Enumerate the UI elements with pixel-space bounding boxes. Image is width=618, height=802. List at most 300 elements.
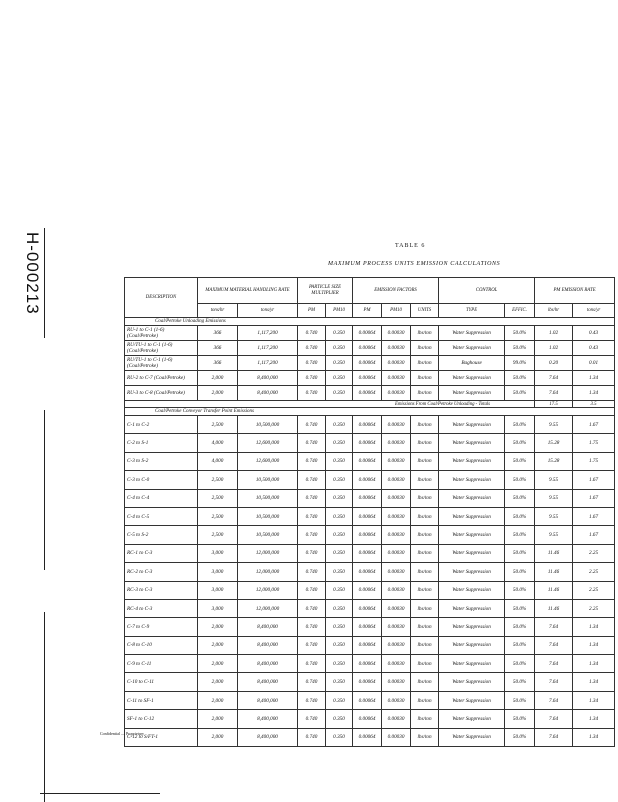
cell-f2: 0.00030 <box>382 471 411 489</box>
document-id: H-000213 <box>23 232 42 315</box>
cell-th: 3,000 <box>198 544 238 562</box>
cell-u: lbs/ton <box>411 416 439 434</box>
cell-eff: 50.0% <box>505 526 535 544</box>
cell-ty: 8,400,000 <box>238 655 298 673</box>
cell-tons: 1.34 <box>573 710 615 728</box>
cell-ty: 12,000,000 <box>238 599 298 617</box>
cell-f1: 0.00064 <box>353 386 382 401</box>
cell-th: 3,000 <box>198 599 238 617</box>
cell-f2: 0.00030 <box>382 655 411 673</box>
table-row <box>125 655 615 673</box>
cell-desc: RC-2 to C-3 <box>125 563 198 581</box>
cell-type: Water Suppression <box>439 416 505 434</box>
cell-type: Water Suppression <box>439 326 505 341</box>
table-row <box>125 710 615 728</box>
cell-u: lbs/ton <box>411 471 439 489</box>
cell-eff: 50.0% <box>505 489 535 507</box>
cell-th: 2,000 <box>198 691 238 709</box>
cell-u: lbs/ton <box>411 434 439 452</box>
cell-th: 2,000 <box>198 673 238 691</box>
cell-eff: 50.0% <box>505 507 535 525</box>
table-row <box>125 507 615 525</box>
cell-f1: 0.00064 <box>353 710 382 728</box>
cell-pm10: 0.350 <box>326 599 353 617</box>
cell-pm: 0.740 <box>298 673 326 691</box>
cell-pm10: 0.350 <box>326 416 353 434</box>
cell-desc: C-9 to C-11 <box>125 655 198 673</box>
cell-desc: C-10 to C-11 <box>125 673 198 691</box>
header-factor-pm10: PM10 <box>382 304 411 318</box>
cell-u: lbs/ton <box>411 544 439 562</box>
cell-u: lbs/ton <box>411 710 439 728</box>
cell-desc: RC-3 to C-3 <box>125 581 198 599</box>
cell-pm10: 0.350 <box>326 326 353 341</box>
table-row <box>125 371 615 386</box>
cell-lbs: 11.46 <box>535 544 573 562</box>
cell-eff: 50.0% <box>505 452 535 470</box>
header-pm-rate: PM EMISSION RATE <box>535 278 615 304</box>
table-title: TABLE 6 <box>395 243 426 249</box>
cell-f1: 0.00064 <box>353 728 382 746</box>
cell-ty: 8,400,000 <box>238 691 298 709</box>
cell-pm10: 0.350 <box>326 356 353 371</box>
cell-f1: 0.00064 <box>353 326 382 341</box>
cell-tons: 2.25 <box>573 599 615 617</box>
cell-pm: 0.740 <box>298 563 326 581</box>
cell-pm10: 0.350 <box>326 673 353 691</box>
cell-f2: 0.00030 <box>382 544 411 562</box>
cell-th: 2,000 <box>198 371 238 386</box>
cell-f2: 0.00030 <box>382 691 411 709</box>
cell-ty: 10,500,000 <box>238 471 298 489</box>
cell-type: Water Suppression <box>439 386 505 401</box>
cell-th: 366 <box>198 341 238 356</box>
cell-tons: 2.25 <box>573 563 615 581</box>
table-row <box>125 636 615 654</box>
cell-lbs: 11.46 <box>535 563 573 581</box>
cell-tons: 0.43 <box>573 326 615 341</box>
cell-th: 2,500 <box>198 526 238 544</box>
cell-pm10: 0.350 <box>326 386 353 401</box>
cell-u: lbs/ton <box>411 618 439 636</box>
left-margin-rule <box>44 410 45 570</box>
cell-eff: 50.0% <box>505 581 535 599</box>
cell-th: 2,500 <box>198 471 238 489</box>
cell-f2: 0.00030 <box>382 618 411 636</box>
cell-f1: 0.00064 <box>353 526 382 544</box>
cell-type: Water Suppression <box>439 691 505 709</box>
section-label: Coal/Petroke Unloading Emissions <box>125 318 615 326</box>
header-factor-pm: PM <box>353 304 382 318</box>
cell-th: 2,500 <box>198 416 238 434</box>
cell-u: lbs/ton <box>411 655 439 673</box>
table-row <box>125 544 615 562</box>
cell-u: lbs/ton <box>411 728 439 746</box>
cell-lbs: 7.64 <box>535 655 573 673</box>
cell-desc: C-5 to S-2 <box>125 526 198 544</box>
table-row <box>125 434 615 452</box>
cell-lbs: 1.02 <box>535 326 573 341</box>
cell-tons: 0.43 <box>573 341 615 356</box>
cell-type: Water Suppression <box>439 618 505 636</box>
subtotal-row <box>125 401 615 408</box>
cell-pm10: 0.350 <box>326 507 353 525</box>
cell-pm: 0.740 <box>298 599 326 617</box>
cell-pm: 0.740 <box>298 489 326 507</box>
cell-tons: 1.67 <box>573 416 615 434</box>
cell-type: Water Suppression <box>439 673 505 691</box>
cell-eff: 50.0% <box>505 471 535 489</box>
cell-tons: 1.34 <box>573 636 615 654</box>
cell-eff: 50.0% <box>505 673 535 691</box>
cell-ty: 12,600,000 <box>238 452 298 470</box>
cell-pm: 0.740 <box>298 618 326 636</box>
cell-type: Water Suppression <box>439 544 505 562</box>
cell-type: Water Suppression <box>439 728 505 746</box>
cell-eff: 50.0% <box>505 563 535 581</box>
cell-f1: 0.00064 <box>353 581 382 599</box>
cell-f1: 0.00064 <box>353 544 382 562</box>
cell-f2: 0.00030 <box>382 599 411 617</box>
table-row <box>125 618 615 636</box>
cell-lbs: 7.64 <box>535 618 573 636</box>
cell-f2: 0.00030 <box>382 386 411 401</box>
cell-f2: 0.00030 <box>382 728 411 746</box>
cell-u: lbs/ton <box>411 507 439 525</box>
header-pm10: PM10 <box>326 304 353 318</box>
table-row <box>125 563 615 581</box>
table-row <box>125 599 615 617</box>
cell-f1: 0.00064 <box>353 599 382 617</box>
cell-pm: 0.740 <box>298 452 326 470</box>
cell-desc: C-12 to S/FT-1 <box>125 728 198 746</box>
cell-desc: C-3 to S-2 <box>125 452 198 470</box>
cell-ty: 12,000,000 <box>238 581 298 599</box>
cell-tons: 1.34 <box>573 691 615 709</box>
cell-desc: RU-3 to C-8 (Coal/Petroke) <box>125 386 198 401</box>
cell-pm10: 0.350 <box>326 434 353 452</box>
cell-f1: 0.00064 <box>353 673 382 691</box>
cell-pm10: 0.350 <box>326 728 353 746</box>
cell-u: lbs/ton <box>411 452 439 470</box>
section-label: Coal/Petroke Conveyor Transfer Point Emissions <box>125 408 615 416</box>
cell-th: 2,000 <box>198 636 238 654</box>
cell-u: lbs/ton <box>411 673 439 691</box>
cell-f2: 0.00030 <box>382 341 411 356</box>
cell-type: Water Suppression <box>439 581 505 599</box>
table-row <box>125 489 615 507</box>
cell-type: Water Suppression <box>439 452 505 470</box>
cell-u: lbs/ton <box>411 489 439 507</box>
cell-lbs: 9.55 <box>535 507 573 525</box>
cell-pm10: 0.350 <box>326 710 353 728</box>
cell-f1: 0.00064 <box>353 341 382 356</box>
cell-pm: 0.740 <box>298 636 326 654</box>
cell-ty: 10,500,000 <box>238 416 298 434</box>
footnote: Confidential — Proprietary <box>100 731 144 736</box>
cell-pm: 0.740 <box>298 386 326 401</box>
cell-f2: 0.00030 <box>382 356 411 371</box>
header-tons-yr: tons/yr <box>238 304 298 318</box>
cell-pm10: 0.350 <box>326 691 353 709</box>
cell-pm: 0.740 <box>298 526 326 544</box>
cell-u: lbs/ton <box>411 356 439 371</box>
cell-eff: 50.0% <box>505 710 535 728</box>
cell-pm10: 0.350 <box>326 489 353 507</box>
cell-ty: 10,500,000 <box>238 489 298 507</box>
cell-lbs: 0.20 <box>535 356 573 371</box>
cell-th: 3,000 <box>198 563 238 581</box>
cell-f1: 0.00064 <box>353 489 382 507</box>
header-emission-factors: EMISSION FACTORS <box>353 278 439 304</box>
cell-type: Water Suppression <box>439 507 505 525</box>
cell-ty: 1,117,200 <box>238 356 298 371</box>
cell-tons: 1.67 <box>573 489 615 507</box>
header-effic: EFFIC. <box>505 304 535 318</box>
cell-pm10: 0.350 <box>326 526 353 544</box>
cell-f2: 0.00030 <box>382 636 411 654</box>
cell-lbs: 7.64 <box>535 691 573 709</box>
cell-f2: 0.00030 <box>382 416 411 434</box>
cell-lbs: 9.55 <box>535 526 573 544</box>
left-margin-rule <box>44 228 45 338</box>
cell-pm10: 0.350 <box>326 371 353 386</box>
cell-type: Water Suppression <box>439 655 505 673</box>
cell-f1: 0.00064 <box>353 356 382 371</box>
cell-ty: 10,500,000 <box>238 526 298 544</box>
cell-lbs: 7.64 <box>535 728 573 746</box>
cell-u: lbs/ton <box>411 636 439 654</box>
cell-eff: 50.0% <box>505 728 535 746</box>
cell-lbs: 7.64 <box>535 371 573 386</box>
header-units: UNITS <box>411 304 439 318</box>
cell-f2: 0.00030 <box>382 581 411 599</box>
table-row <box>125 386 615 401</box>
cell-pm: 0.740 <box>298 581 326 599</box>
cell-eff: 50.0% <box>505 636 535 654</box>
cell-eff: 50.0% <box>505 691 535 709</box>
cell-tons: 1.34 <box>573 371 615 386</box>
cell-lbs: 7.64 <box>535 636 573 654</box>
cell-lbs: 9.55 <box>535 489 573 507</box>
cell-type: Water Suppression <box>439 341 505 356</box>
header-lbs-hr: lbs/hr <box>535 304 573 318</box>
cell-u: lbs/ton <box>411 691 439 709</box>
cell-pm: 0.740 <box>298 710 326 728</box>
cell-eff: 99.0% <box>505 356 535 371</box>
cell-desc: C-1 to C-2 <box>125 416 198 434</box>
cell-eff: 50.0% <box>505 386 535 401</box>
cell-f2: 0.00030 <box>382 371 411 386</box>
cell-lbs: 9.55 <box>535 416 573 434</box>
cell-ty: 12,000,000 <box>238 544 298 562</box>
cell-lbs: 7.64 <box>535 710 573 728</box>
cell-f1: 0.00064 <box>353 416 382 434</box>
cell-pm: 0.740 <box>298 356 326 371</box>
cell-lbs: 1.02 <box>535 341 573 356</box>
cell-tons: 1.34 <box>573 618 615 636</box>
cell-ty: 8,400,000 <box>238 386 298 401</box>
cell-type: Water Suppression <box>439 526 505 544</box>
cell-desc: C-8 to C-10 <box>125 636 198 654</box>
header-tons-hr: tons/hr <box>198 304 238 318</box>
cell-f1: 0.00064 <box>353 655 382 673</box>
cell-th: 2,000 <box>198 655 238 673</box>
table-row <box>125 581 615 599</box>
cell-pm: 0.740 <box>298 371 326 386</box>
cell-f1: 0.00064 <box>353 452 382 470</box>
cell-th: 2,000 <box>198 618 238 636</box>
cell-ty: 12,600,000 <box>238 434 298 452</box>
cell-desc: C-4 to C-4 <box>125 489 198 507</box>
header-control: CONTROL <box>439 278 535 304</box>
cell-ty: 1,117,200 <box>238 341 298 356</box>
table-row <box>125 728 615 746</box>
cell-lbs: 15.28 <box>535 452 573 470</box>
cell-f2: 0.00030 <box>382 326 411 341</box>
cell-f2: 0.00030 <box>382 452 411 470</box>
cell-ty: 8,400,000 <box>238 636 298 654</box>
table-row <box>125 326 615 341</box>
cell-desc: RU/TU-1 to C-1 (1-6) (Coal/Petroke) <box>125 341 198 356</box>
cell-desc: SF-1 to C-12 <box>125 710 198 728</box>
cell-f1: 0.00064 <box>353 371 382 386</box>
cell-pm: 0.740 <box>298 416 326 434</box>
left-margin-rule <box>44 612 45 802</box>
cell-pm10: 0.350 <box>326 581 353 599</box>
cell-th: 3,000 <box>198 581 238 599</box>
table-subtitle: MAXIMUM PROCESS UNITS EMISSION CALCULATIONS <box>328 261 501 267</box>
cell-th: 4,000 <box>198 434 238 452</box>
table-row <box>125 416 615 434</box>
cell-f2: 0.00030 <box>382 563 411 581</box>
cell-eff: 50.0% <box>505 371 535 386</box>
cell-ty: 10,500,000 <box>238 507 298 525</box>
table-row <box>125 452 615 470</box>
cell-type: Water Suppression <box>439 434 505 452</box>
cell-desc: RU-2 to C-7 (Coal/Petroke) <box>125 371 198 386</box>
cell-desc: C-4 to C-5 <box>125 507 198 525</box>
cell-lbs: 11.46 <box>535 599 573 617</box>
subtotal-lbs: 17.5 <box>535 401 573 408</box>
header-tons-yr-pm: tons/yr <box>573 304 615 318</box>
cell-u: lbs/ton <box>411 386 439 401</box>
cell-pm10: 0.350 <box>326 655 353 673</box>
cell-type: Baghouse <box>439 356 505 371</box>
cell-tons: 1.34 <box>573 655 615 673</box>
cell-f2: 0.00030 <box>382 507 411 525</box>
cell-u: lbs/ton <box>411 341 439 356</box>
cell-desc: C-7 to C-9 <box>125 618 198 636</box>
cell-pm: 0.740 <box>298 728 326 746</box>
cell-th: 2,500 <box>198 489 238 507</box>
cell-eff: 50.0% <box>505 618 535 636</box>
header-particle-size: PARTICLE SIZE MULTIPLIER <box>298 278 353 304</box>
cell-th: 4,000 <box>198 452 238 470</box>
document-id-stamp <box>20 232 44 320</box>
cell-tons: 2.25 <box>573 581 615 599</box>
cell-type: Water Suppression <box>439 636 505 654</box>
cell-type: Water Suppression <box>439 563 505 581</box>
cell-u: lbs/ton <box>411 371 439 386</box>
cell-u: lbs/ton <box>411 526 439 544</box>
cell-ty: 8,400,000 <box>238 710 298 728</box>
cell-pm: 0.740 <box>298 434 326 452</box>
emissions-table <box>124 277 615 747</box>
cell-pm: 0.740 <box>298 691 326 709</box>
cell-f1: 0.00064 <box>353 618 382 636</box>
cell-tons: 2.25 <box>573 544 615 562</box>
cell-eff: 50.0% <box>505 544 535 562</box>
cell-f2: 0.00030 <box>382 489 411 507</box>
cell-type: Water Suppression <box>439 471 505 489</box>
cell-tons: 1.67 <box>573 471 615 489</box>
cell-type: Water Suppression <box>439 489 505 507</box>
cell-ty: 12,000,000 <box>238 563 298 581</box>
cell-ty: 8,400,000 <box>238 728 298 746</box>
cell-lbs: 7.64 <box>535 673 573 691</box>
cell-ty: 1,117,200 <box>238 326 298 341</box>
cell-pm: 0.740 <box>298 326 326 341</box>
cell-f1: 0.00064 <box>353 471 382 489</box>
cell-pm10: 0.350 <box>326 636 353 654</box>
cell-desc: RU-1 to C-1 (1-6) (Coal/Petroke) <box>125 326 198 341</box>
cell-u: lbs/ton <box>411 581 439 599</box>
header-max-rate: MAXIMUM MATERIAL HANDLING RATE <box>198 278 298 304</box>
cell-type: Water Suppression <box>439 710 505 728</box>
cell-eff: 50.0% <box>505 434 535 452</box>
cell-f2: 0.00030 <box>382 526 411 544</box>
cell-th: 2,000 <box>198 386 238 401</box>
header-pm: PM <box>298 304 326 318</box>
cell-tons: 1.67 <box>573 526 615 544</box>
section-header-conveyor <box>125 408 615 416</box>
cell-tons: 1.75 <box>573 452 615 470</box>
cell-pm10: 0.350 <box>326 452 353 470</box>
cell-ty: 8,400,000 <box>238 371 298 386</box>
cell-pm: 0.740 <box>298 471 326 489</box>
cell-f1: 0.00064 <box>353 434 382 452</box>
cell-eff: 50.0% <box>505 326 535 341</box>
bottom-rule <box>40 793 160 794</box>
cell-u: lbs/ton <box>411 326 439 341</box>
table-row <box>125 673 615 691</box>
cell-f2: 0.00030 <box>382 710 411 728</box>
cell-th: 366 <box>198 326 238 341</box>
section-header-unloading <box>125 318 615 326</box>
cell-tons: 1.67 <box>573 507 615 525</box>
cell-f2: 0.00030 <box>382 434 411 452</box>
cell-th: 2,000 <box>198 710 238 728</box>
cell-pm10: 0.350 <box>326 563 353 581</box>
cell-pm10: 0.350 <box>326 544 353 562</box>
cell-pm: 0.740 <box>298 544 326 562</box>
cell-tons: 0.01 <box>573 356 615 371</box>
cell-tons: 1.34 <box>573 386 615 401</box>
cell-lbs: 9.55 <box>535 471 573 489</box>
cell-th: 366 <box>198 356 238 371</box>
cell-desc: RU/TU-1 to C-1 (1-6) (Coal/Petroke) <box>125 356 198 371</box>
cell-eff: 50.0% <box>505 416 535 434</box>
cell-ty: 8,400,000 <box>238 673 298 691</box>
cell-eff: 50.0% <box>505 599 535 617</box>
cell-tons: 1.34 <box>573 673 615 691</box>
cell-pm: 0.740 <box>298 655 326 673</box>
cell-ty: 8,400,000 <box>238 618 298 636</box>
cell-lbs: 7.64 <box>535 386 573 401</box>
table-row <box>125 471 615 489</box>
cell-f2: 0.00030 <box>382 673 411 691</box>
